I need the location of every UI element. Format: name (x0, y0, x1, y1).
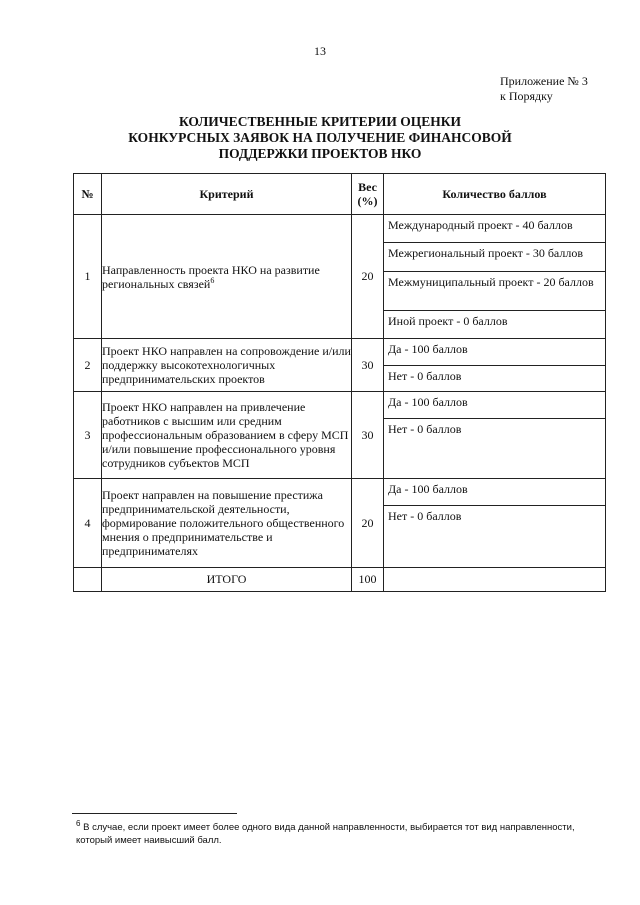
points-cell (384, 479, 606, 568)
footnote-separator (72, 813, 237, 814)
criterion-text: Проект НКО направлен на привлечение работников с высшим или средним профессиональным образованием в сферу МСП и/или повышение профессионального уровня сотрудников субъектов МСП (102, 400, 349, 470)
score-option: Нет - 0 баллов (384, 365, 605, 391)
title-line-2: КОНКУРСНЫХ ЗАЯВОК НА ПОЛУЧЕНИЕ ФИНАНСОВОЙ (128, 130, 512, 145)
row-number: 1 (74, 215, 102, 339)
points-cell (384, 392, 606, 479)
points-cell (384, 215, 606, 339)
criterion-cell (102, 339, 352, 392)
footnote-ref: 6 (210, 275, 215, 285)
score-option: Иной проект - 0 баллов (384, 310, 605, 338)
appendix-line-1: Приложение № 3 (500, 74, 588, 88)
appendix-line-2: к Порядку (500, 89, 553, 103)
table-row (74, 479, 606, 568)
table-body (74, 215, 606, 568)
row-number: 4 (74, 479, 102, 568)
header-criterion: Критерий (102, 174, 352, 215)
total-points-empty (384, 568, 606, 592)
score-option: Нет - 0 баллов (384, 505, 605, 567)
score-option: Да - 100 баллов (388, 395, 468, 409)
criterion-cell (102, 479, 352, 568)
points-cell (384, 339, 606, 392)
row-number: 2 (74, 339, 102, 392)
total-empty-cell (74, 568, 102, 592)
total-label: ИТОГО (102, 568, 352, 592)
footnote (76, 818, 604, 847)
criterion-text: Направленность проекта НКО на развитие региональных связей (102, 262, 320, 291)
header-weight (352, 174, 384, 215)
footnote-marker: 6 (76, 818, 81, 828)
weight-cell: 20 (352, 479, 384, 568)
footnote-text: В случае, если проект имеет более одного вида данной направленности, выбирается тот вид направленности, который имеет наивысший балл. (76, 822, 575, 846)
header-points: Количество баллов (384, 174, 606, 215)
criterion-cell (102, 215, 352, 339)
weight-cell: 30 (352, 339, 384, 392)
score-option: Нет - 0 баллов (384, 418, 605, 478)
table-row (74, 392, 606, 479)
criterion-cell (102, 392, 352, 479)
header-weight-line-1: Вес (358, 180, 377, 194)
weight-cell: 30 (352, 392, 384, 479)
appendix-note (500, 74, 588, 104)
document-title (60, 114, 580, 162)
page-number: 13 (314, 44, 326, 58)
score-option: Международный проект - 40 баллов (388, 218, 573, 232)
header-weight-line-2: (%) (357, 194, 378, 208)
score-option: Да - 100 баллов (388, 482, 468, 496)
criterion-text: Проект направлен на повышение престижа предпринимательской деятельности, формирование положительного общественного мнения о предпринимательстве и предпринимателях (102, 488, 345, 558)
criteria-table (73, 173, 606, 592)
total-row (74, 568, 606, 592)
row-number: 3 (74, 392, 102, 479)
table-header-row (74, 174, 606, 215)
table-row (74, 215, 606, 339)
table-row (74, 339, 606, 392)
score-option: Межрегиональный проект - 30 баллов (384, 242, 605, 271)
score-option: Да - 100 баллов (388, 342, 468, 356)
title-line-3: ПОДДЕРЖКИ ПРОЕКТОВ НКО (218, 146, 422, 161)
title-line-1: КОЛИЧЕСТВЕННЫЕ КРИТЕРИИ ОЦЕНКИ (178, 114, 462, 129)
score-option: Межмуниципальный проект - 20 баллов (384, 271, 605, 310)
weight-cell: 20 (352, 215, 384, 339)
total-weight: 100 (352, 568, 384, 592)
criterion-text: Проект НКО направлен на сопровождение и/или поддержку высокотехнологичных предпринимательских проектов (102, 344, 351, 386)
header-num: № (74, 174, 102, 215)
